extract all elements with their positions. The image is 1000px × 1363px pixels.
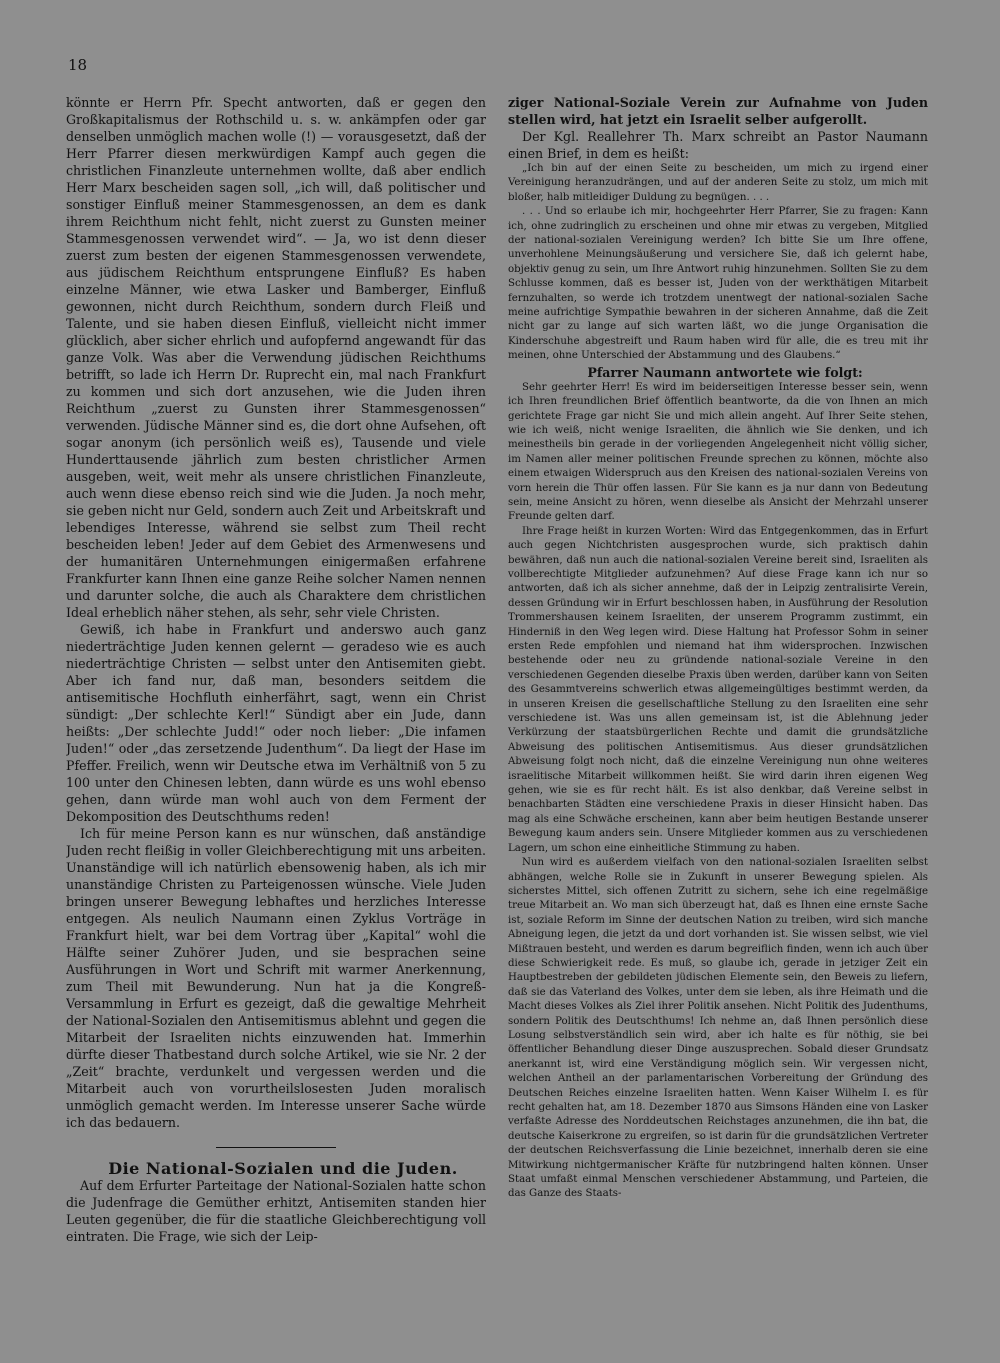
reply-heading: Pfarrer Naumann antwortete wie folgt: xyxy=(587,364,863,380)
reply-paragraph: Sehr geehrter Herr! Es wird im beiderseitigen Interesse besser sein, wenn ich Ihren freundlichen Brief öffentlich beantworte, da die von Ihnen an mich gerichtete Frage gar nicht Sie und mich allein angeht. Auf Ihrer Seite stehen, wie ich weiß, nicht wenige Israeliten, die ähnlich wie Sie denken, und ich meinestheils bin gerade in der vorliegenden Angelegenheit nicht völlig sicher, im Namen aller meiner politischen Freunde sprechen zu können, möchte also einem etwaigen Widerspruch aus den Kreisen des national-sozialen Vereins von vorn herein die Thür offen lassen. Für Sie kann es ja nur dann von Bedeutung sein, meine Ansicht zu hören, wenn dieselbe als Ansicht der Mehrzahl unserer Freunde gelten darf. xyxy=(508,381,928,523)
article-paragraph: Gewiß, ich habe in Frankfurt und anderswo auch ganz niederträchtige Juden kennen gelernt — geradeso wie es auch niederträchtige Christen — selbst unter den Antisemiten giebt. Aber ich fand nur, daß man, besonders seitdem die antisemitische Hochfluth einherfährt, sagt, wenn ein Christ sündigt: „Der schlechte Kerl!“ Sündigt aber ein Jude, dann heißts: „Der schlechte Judd!“ oder noch lieber: „Die infamen Juden!“ oder „das zersetzende Judenthum“. Da liegt der Hase im Pfeffer. Freilich, wenn wir Deutsche etwa im Verhältniß von 5 zu 100 unter den Chinesen lebten, dann würde es uns wohl ebenso gehen, dann würde man wohl auch von dem Ferment der Dekomposition des Deutschthums reden! xyxy=(66,622,486,824)
letter-paragraph: . . . Und so erlaube ich mir, hochgeehrter Herr Pfarrer, Sie zu fragen: Kann ich, ohne zudringlich zu erscheinen und ohne mir etwas zu vergeben, Mitglied der national-sozialen Vereinigung werden? Ich bitte Sie um Ihre offene, unverhohlene Meinungsäußerung und versichere Sie, daß ich gelernt habe, objektiv genug zu sein, um Ihre Antwort ruhig hinzunehmen. Sollten Sie zu dem Schlusse kommen, daß es besser ist, Juden von der werkthätigen Mitarbeit fernzuhalten, so werde ich trotzdem unentwegt der national-sozialen Sache meine aufrichtige Sympathie bewahren in der sicheren Annahme, daß die Zeit nicht gar zu lange auf sich warten läßt, wo die junge Organisation die Kinderschuhe abgestreift und Raum haben wird für alle, die es treu mit ihr meinen, ohne Unterschied der Abstammung und des Glaubens.“ xyxy=(508,206,928,362)
reply-text xyxy=(508,381,928,1202)
section-divider xyxy=(216,1147,336,1148)
right-column xyxy=(508,94,928,1349)
article-paragraph: Ich für meine Person kann es nur wünschen, daß anständige Juden recht fleißig in voller Gleichberechtigung mit uns arbeiten. Unanständige will ich natürlich ebensowenig haben, als ich mir unanständige Christen zu Parteigenossen wünsche. Viele Juden bringen unserer Bewegung lebhaftes und herzliches Interesse entgegen. Als neulich Naumann einen Zyklus Vorträge in Frankfurt hielt, war bei dem Vortrag über „Kapital“ wohl die Hälfte seiner Zuhörer Juden, und sie besprachen seine Ausführungen in Wort und Schrift mit warmer Anerkennung, zum Theil mit Bewunderung. Nun hat ja die Kongreß-Versammlung in Erfurt es gezeigt, daß die gewaltige Mehrheit der National-Sozialen den Antisemitismus ablehnt und gegen die Mitarbeit der Israeliten nichts einzuwenden hat. Immerhin dürfte dieser Thatbestand durch solche Artikel, wie sie Nr. 2 der „Zeit“ brachte, verdunkelt und vergessen werden und die Mitarbeit auch von vorurtheilslosesten Juden moralisch unmöglich gemacht werden. Im Interesse unserer Sache würde ich das bedauern. xyxy=(66,826,486,1130)
letter-intro: Der Kgl. Reallehrer Th. Marx schreibt an Pastor Naumann einen Brief, in dem es heißt: xyxy=(508,129,928,161)
left-column xyxy=(66,94,486,1349)
reply-paragraph: Nun wird es außerdem vielfach von den national-sozialen Israeliten selbst abhängen, welche Rolle sie in Zukunft in unserer Bewegung spielen. Als sicherstes Mittel, sich offenen Zutritt zu sichern, sehe ich eine regelmäßige treue Mitarbeit an. Wo man sich überzeugt hat, daß es Ihnen eine ernste Sache ist, soziale Reform im Sinne der deutschen Nation zu treiben, wird sich manche Abneigung legen, die jetzt da und dort vorhanden ist. Sie wissen selbst, wie viel Mißtrauen besteht, und werden es darum begreiflich finden, wenn ich auch über diese Schwierigkeit rede. Es muß, so glaube ich, gerade in jetziger Zeit ein Hauptbestreben der gebildeten jüdischen Elemente sein, den Beweis zu liefern, daß sie das Vaterland des Volkes, unter dem sie leben, als ihre Heimath und die Macht dieses Volkes als Ziel ihrer Politik ansehen. Nicht Politik des Judenthums, sondern Politik des Deutschthums! Ich nehme an, daß Ihnen persönlich diese Losung selbstverständlich sein wird, aber ich halte es für nöthig, sie bei öffentlicher Behandlung dieser Dinge auszusprechen. Sobald dieser Grundsatz anerkannt ist, wird eine Verständigung möglich sein. Wir vergessen nicht, welchen Antheil an der parlamentarischen Vorbereitung der Gründung des Deutschen Reiches einzelne Israeliten hatten. Wenn Kaiser Wilhelm I. es für recht gehalten hat, am 18. Dezember 1870 aus Simsons Händen eine von Lasker verfaßte Adresse des Norddeutschen Reichstages anzunehmen, die ihn bat, die deutsche Kaiserkrone zu ergreifen, so ist darin für die grundsätzlichen Vertreter der deutschen Reichsverfassung die Linie bezeichnet, innerhalb deren sie eine Mitwirkung nichtgermanischer Kräfte für nutzbringend halten können. Unser Staat umfaßt einmal Menschen verschiedener Abstammung, und Parteien, die das Ganze des Staats- xyxy=(508,857,928,1200)
section-paragraph: Auf dem Erfurter Parteitage der National-Sozialen hatte schon die Judenfrage die Gemüther erhitzt, Antisemiten standen hier Leuten gegenüber, die für die staatliche Gleichberechtigung voll eintraten. Die Frage, wie sich der Leip- xyxy=(66,1178,486,1244)
section-title: Die National-Sozialen und die Juden. xyxy=(108,1159,458,1178)
intro-paragraph: ziger National-Soziale Verein zur Aufnahme von Juden stellen wird, hat jetzt ein Israelit selber aufgerollt. xyxy=(508,95,928,127)
reply-paragraph: Ihre Frage heißt in kurzen Worten: Wird das Entgegenkommen, das in Erfurt auch gegen Nichtchristen ausgesprochen wurde, sich praktisch dahin bewähren, daß nun auch die national-sozialen Vereine bereit sind, Israeliten als vollberechtigte Mitglieder aufzunehmen? Auf diese Frage kann ich nur so antworten, daß ich als sicher annehme, daß der in Leipzig zentralisirte Verein, dessen Gründung wir in Erfurt beschlossen haben, in Ausführung der Resolution Trommershausen keinem Israeliten, der unserem Programm zustimmt, ein Hinderniß in den Weg legen wird. Diese Haltung hat Professor Sohm in seiner ersten Rede empfohlen und niemand hat ihm widersprochen. Inzwischen bestehende oder neu zu gründende national-soziale Vereine in den verschiedenen Gegenden dieselbe Praxis üben werden, darüber kann von Seiten des Gesammtvereins schwerlich etwas allgemeingültiges bestimmt werden, da in unseren Kreisen die gesellschaftliche Stellung zu den Israeliten eine sehr verschiedene ist. Was uns allen gemeinsam ist, ist die Ablehnung jeder Verkürzung der staatsbürgerlichen Rechte und damit die grundsätzliche Abweisung des politischen Antisemitismus. Aus dieser grundsätzlichen Abweisung folgt noch nicht, daß die einzelne Vereinigung nun ohne weiteres israelitische Mitarbeit willkommen heißt. Sie wird darin ihren eigenen Weg gehen, wie sie es für recht hält. Es ist also denkbar, daß Vereine selbst in benachbarten Städten eine verschiedene Praxis in dieser Hinsicht haben. Das mag als eine Schwäche erscheinen, kann aber beim heutigen Bestande unserer Bewegung kaum anders sein. Unsere Mitglieder kommen aus zu verschiedenen Lagern, um schon eine einheitliche Stimmung zu haben. xyxy=(508,525,928,854)
letter-paragraph: „Ich bin auf der einen Seite zu bescheiden, um mich zu irgend einer Vereinigung heranzudrängen, und auf der anderen Seite zu stolz, um mich mit bloßer, halb mitleidiger Duldung zu begnügen. . . . xyxy=(508,163,928,203)
letter-quote xyxy=(508,162,928,364)
article-paragraph: könnte er Herrn Pfr. Specht antworten, daß er gegen den Großkapitalismus der Rothschild u. s. w. ankämpfen oder gar denselben unmöglich machen wolle (!) — vorausgesetzt, daß der Herr Pfarrer diesen merkwürdigen Kampf auch gegen die christlichen Finanzleute unternehmen wollte, daß aber endlich Herr Marx bescheiden sagen soll, „ich will, daß politischer und sonstiger Einfluß meiner Stammesgenossen, an dem es dank ihrem Reichthum nicht fehlt, nicht zuerst zu Gunsten meiner Stammesgenossen verwendet wird“. — Ja, wo ist denn dieser zuerst zum besten der eigenen Stammesgenossen verwendete, aus jüdischem Reichthum entsprungene Einfluß? Es haben einzelne Männer, wie etwa Lasker und Bamberger, Einfluß gewonnen, nicht durch Reichthum, sondern durch Fleiß und Talente, und sie haben diesen Einfluß, vielleicht nicht immer glücklich, aber sicher ehrlich und aufopfernd angewandt für das ganze Volk. Was aber die Verwendung jüdischen Reichthums betrifft, so lade ich Herrn Dr. Ruprecht ein, mal nach Frankfurt zu kommen und sich dort anzusehen, wie die Juden ihren Reichthum „zuerst zu Gunsten ihrer Stammesgenossen“ verwenden. Jüdische Männer sind es, die dort ohne Aufsehen, oft sogar anonym (ich persönlich weiß es), Tausende und viele Hunderttausende jährlich zum besten christlicher Armen ausgeben, weit, weit mehr als unsere christlichen Finanzleute, auch wenn diese ebenso reich sind wie die Juden. Ja noch mehr, sie geben nicht nur Geld, sondern auch Zeit und Arbeitskraft und lebendiges Interesse, während sie selbst zum Theil recht bescheiden leben! Jeder auf dem Gebiet des Armenwesens und der humanitären Unternehmungen einigermaßen erfahrene Frankfurter kann Ihnen eine ganze Reihe solcher Namen nennen und darunter solche, die auch als Charaktere dem christlichen Ideal erheblich näher stehen, als sehr, sehr viele Christen. xyxy=(66,95,486,620)
page-number: 18 xyxy=(68,56,88,74)
